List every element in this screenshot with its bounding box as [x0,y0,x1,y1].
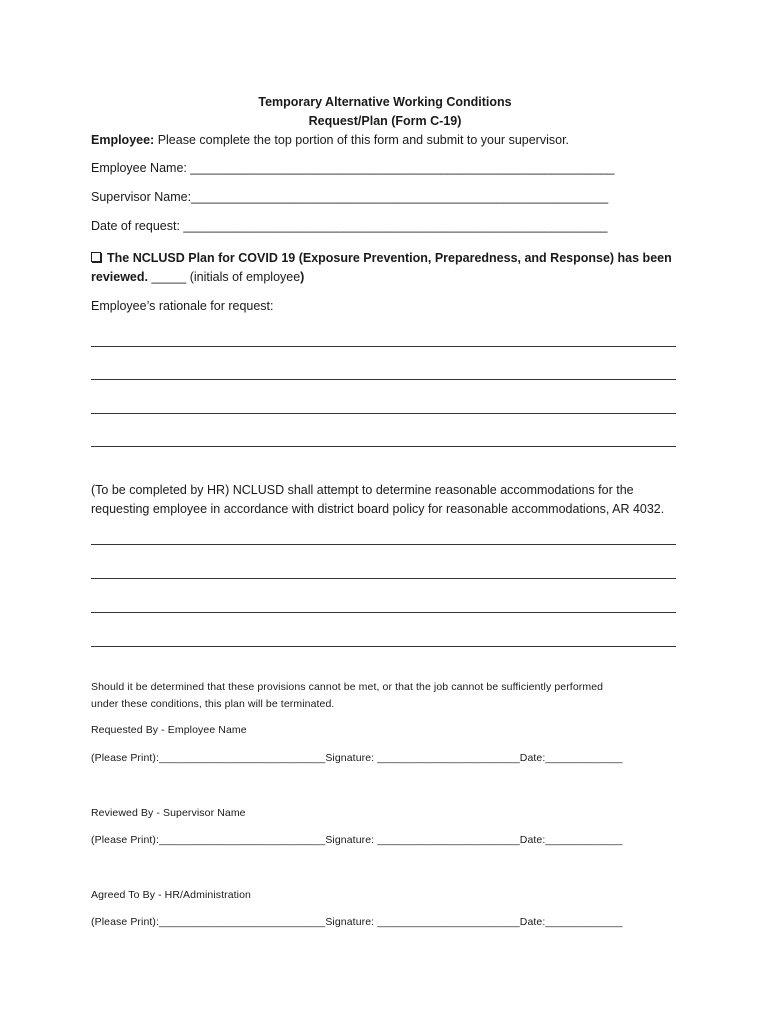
plan-reviewed-label: reviewed. [91,270,148,284]
initials-close-paren: ) [300,270,305,284]
requested-by-signature-line[interactable]: (Please Print):____________________________Signature: ________________________Date:_____________ [91,752,623,764]
initials-hint: (initials of employee [189,270,301,284]
plan-review-initials [91,269,304,285]
requested-by-label: Requested By - Employee Name [91,724,247,736]
hr-line-3[interactable] [91,612,676,613]
reviewed-by-signature-line[interactable]: (Please Print):____________________________Signature: ________________________Date:_____________ [91,834,623,846]
hr-instruction-line1: (To be completed by HR) NCLUSD shall attempt to determine reasonable accommodations for the [91,483,634,497]
plan-reviewed-checkbox[interactable] [91,252,101,262]
plan-review-line1: The NCLUSD Plan for COVID 19 (Exposure Prevention, Preparedness, and Response) has been [107,251,672,265]
form-title: Temporary Alternative Working Conditions [258,95,512,109]
hr-line-1[interactable] [91,544,676,545]
rationale-line-2[interactable] [91,379,676,380]
termination-notice-line1: Should it be determined that these provisions cannot be met, or that the job cannot be sufficiently performed [91,681,604,693]
intro-instruction [91,132,569,148]
hr-line-2[interactable] [91,578,676,579]
agreed-by-signature-line[interactable]: (Please Print):____________________________Signature: ________________________Date:_____________ [91,916,623,928]
rationale-line-1[interactable] [91,346,676,347]
hr-instruction-line2: requesting employee in accordance with district board policy for reasonable accommodations, AR 4032. [91,502,665,516]
date-of-request-field[interactable]: Date of request: _____________________________________________________________ [91,219,608,233]
supervisor-name-field[interactable]: Supervisor Name:____________________________________________________________ [91,190,609,204]
intro-text: Please complete the top portion of this form and submit to your supervisor. [154,133,570,147]
employee-name-field[interactable]: Employee Name: _____________________________________________________________ [91,161,615,175]
initials-field[interactable]: _____ [147,270,190,284]
plan-review-statement [91,250,672,266]
agreed-by-label: Agreed To By - HR/Administration [91,889,251,901]
intro-label: Employee: [91,133,155,147]
form-subtitle: Request/Plan (Form C-19) [308,114,462,128]
termination-notice-line2: under these conditions, this plan will be terminated. [91,698,335,710]
reviewed-by-label: Reviewed By - Supervisor Name [91,807,246,819]
rationale-label: Employee’s rationale for request: [91,299,274,313]
rationale-line-4[interactable] [91,446,676,447]
hr-line-4[interactable] [91,646,676,647]
rationale-line-3[interactable] [91,413,676,414]
